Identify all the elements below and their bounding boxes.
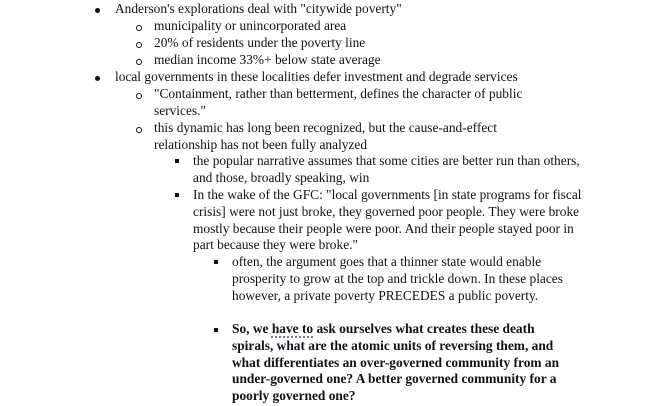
list-item-text: "Containment, rather than betterment, defines the character of public services.": [154, 86, 523, 118]
list-item-text: local governments in these localities defer investment and degrade services: [115, 69, 518, 84]
bullet-square-icon: [214, 328, 218, 332]
list-item-text: 20% of residents under the poverty line: [154, 35, 366, 50]
list-item-text: median income 33%+ below state average: [154, 52, 381, 67]
list-item-text: often, the argument goes that a thinner state would enable prosperity to grow at the top and trickle down. In these places however, a private poverty PRECEDES a public poverty.: [232, 254, 563, 303]
bullet-circle-icon: [136, 25, 142, 31]
list-item-text-bold: [232, 321, 577, 405]
grammar-suggestion-mark[interactable]: have to: [271, 321, 314, 336]
bullet-square-icon: [175, 193, 179, 197]
list-item-text: municipality or unincorporated area: [154, 18, 347, 33]
bullet-disc-icon: [95, 76, 100, 81]
bullet-circle-icon: [136, 127, 142, 133]
bullet-disc-icon: [95, 8, 100, 13]
bullet-circle-icon: [136, 42, 142, 48]
bullet-square-icon: [214, 260, 218, 264]
bold-text-lead: So, we: [232, 321, 272, 336]
list-item-text: this dynamic has long been recognized, but the cause-and-effect relationship has not been fully analyzed: [154, 120, 497, 152]
bold-text-rest: ask ourselves what creates these death spirals, what are the atomic units of reversing them, and what differentiates an over-governed community from an under-governed one? A better governed community for a poorly governed one?: [232, 321, 560, 404]
list-item-text: the popular narrative assumes that some cities are better run than others, and those, broadly speaking, win: [193, 153, 580, 185]
list-item-text: In the wake of the GFC: "local governments [in state programs for fiscal crisis] were not just broke, they governed poor people. They were broke mostly because their people were poor. And their people stayed poor in part because they were broke.": [193, 187, 582, 253]
bullet-circle-icon: [136, 93, 142, 99]
bullet-circle-icon: [136, 59, 142, 65]
list-item-text: Anderson's explorations deal with "citywide poverty": [115, 1, 402, 16]
bullet-square-icon: [175, 159, 179, 163]
